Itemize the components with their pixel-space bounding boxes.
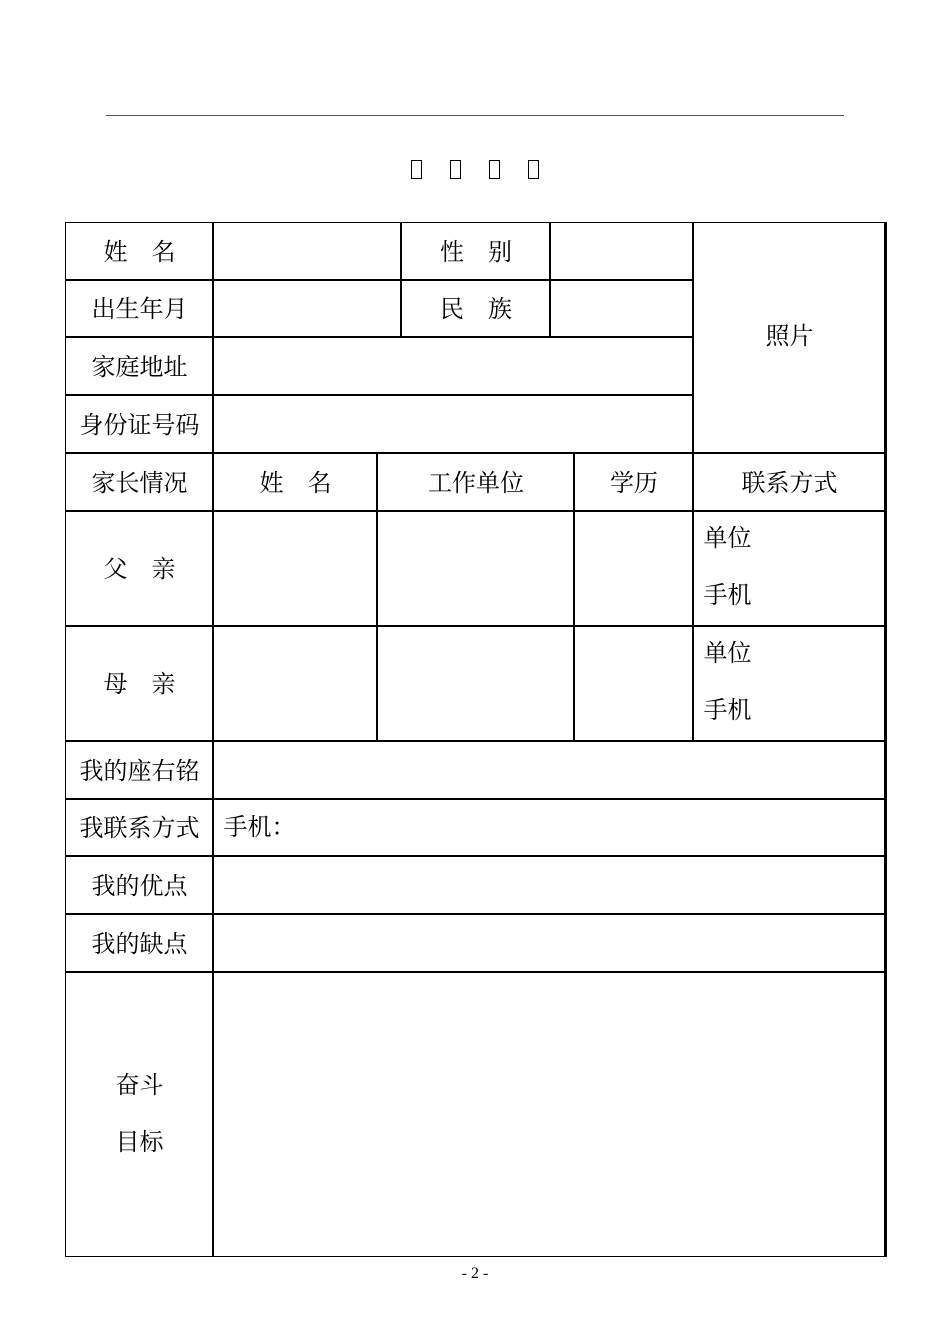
address-label: 家庭地址 bbox=[91, 352, 188, 381]
photo-label: 照片 bbox=[765, 322, 814, 350]
ethnicity-label: 民 族 bbox=[440, 295, 512, 323]
name-label: 姓 名 bbox=[103, 237, 176, 266]
parents-header-name bbox=[213, 453, 377, 511]
page-number: - 2 - bbox=[461, 1265, 489, 1282]
header-label: 联系方式 bbox=[741, 468, 838, 497]
id-label: 身份证号码 bbox=[79, 410, 200, 439]
gender-label: 性 别 bbox=[440, 237, 512, 266]
ethnicity-label-cell bbox=[401, 280, 550, 337]
mobile-label: 手机 bbox=[703, 580, 752, 609]
birth-field[interactable] bbox=[213, 280, 401, 337]
parents-header-contact bbox=[693, 453, 885, 511]
mother-education-field[interactable] bbox=[574, 626, 693, 741]
contact-field[interactable] bbox=[213, 799, 885, 856]
birth-label: 出生年月 bbox=[91, 295, 188, 323]
contact-value: 手机： bbox=[223, 812, 296, 841]
birth-label-cell bbox=[65, 280, 213, 337]
title-glyph bbox=[450, 160, 461, 179]
name-label-cell bbox=[65, 222, 213, 280]
goal-label-line1: 奋斗 bbox=[115, 1070, 164, 1099]
father-label: 父 亲 bbox=[103, 555, 176, 583]
goal-label-cell bbox=[65, 972, 213, 1257]
goal-label-line2: 目标 bbox=[115, 1127, 164, 1156]
work-phone-label: 单位 bbox=[703, 638, 752, 667]
name-field[interactable] bbox=[213, 222, 401, 280]
mobile-label: 手机 bbox=[703, 695, 752, 724]
father-label-cell bbox=[65, 511, 213, 626]
photo-cell[interactable] bbox=[693, 222, 885, 453]
father-education-field[interactable] bbox=[574, 511, 693, 626]
parents-header-workplace bbox=[377, 453, 574, 511]
address-field[interactable] bbox=[213, 337, 693, 395]
mother-workplace-field[interactable] bbox=[377, 626, 574, 741]
address-label-cell bbox=[65, 337, 213, 395]
header-label: 学历 bbox=[610, 468, 658, 497]
weaknesses-field[interactable] bbox=[213, 914, 885, 972]
strengths-label-cell bbox=[65, 856, 213, 914]
motto-label: 我的座右铭 bbox=[79, 756, 200, 785]
title-glyph bbox=[411, 160, 422, 179]
parents-header-education bbox=[574, 453, 693, 511]
id-field[interactable] bbox=[213, 395, 693, 453]
header-rule bbox=[106, 115, 844, 116]
parents-section-label: 家长情况 bbox=[91, 468, 188, 497]
strengths-label: 我的优点 bbox=[91, 871, 188, 900]
gender-field[interactable] bbox=[550, 222, 693, 280]
father-contact-field[interactable] bbox=[693, 511, 885, 626]
header-label: 工作单位 bbox=[428, 468, 524, 497]
page-title bbox=[0, 150, 950, 190]
motto-label-cell bbox=[65, 741, 213, 799]
work-phone-label: 单位 bbox=[703, 523, 752, 552]
mother-contact-field[interactable] bbox=[693, 626, 885, 741]
goal-field[interactable] bbox=[213, 972, 885, 1257]
contact-label-cell bbox=[65, 799, 213, 856]
parents-label-cell bbox=[65, 453, 213, 511]
title-glyph bbox=[528, 160, 539, 179]
ethnicity-field[interactable] bbox=[550, 280, 693, 337]
header-label: 姓 名 bbox=[259, 468, 332, 497]
mother-name-field[interactable] bbox=[213, 626, 377, 741]
weaknesses-label-cell bbox=[65, 914, 213, 972]
title-glyph bbox=[489, 160, 500, 179]
father-name-field[interactable] bbox=[213, 511, 377, 626]
id-label-cell bbox=[65, 395, 213, 453]
father-workplace-field[interactable] bbox=[377, 511, 574, 626]
student-form-table bbox=[65, 222, 887, 1257]
strengths-field[interactable] bbox=[213, 856, 885, 914]
mother-label-cell bbox=[65, 626, 213, 741]
motto-field[interactable] bbox=[213, 741, 885, 799]
mother-label: 母 亲 bbox=[103, 670, 176, 698]
gender-label-cell bbox=[401, 222, 550, 280]
weaknesses-label: 我的缺点 bbox=[91, 929, 188, 958]
contact-label: 我联系方式 bbox=[79, 814, 200, 842]
